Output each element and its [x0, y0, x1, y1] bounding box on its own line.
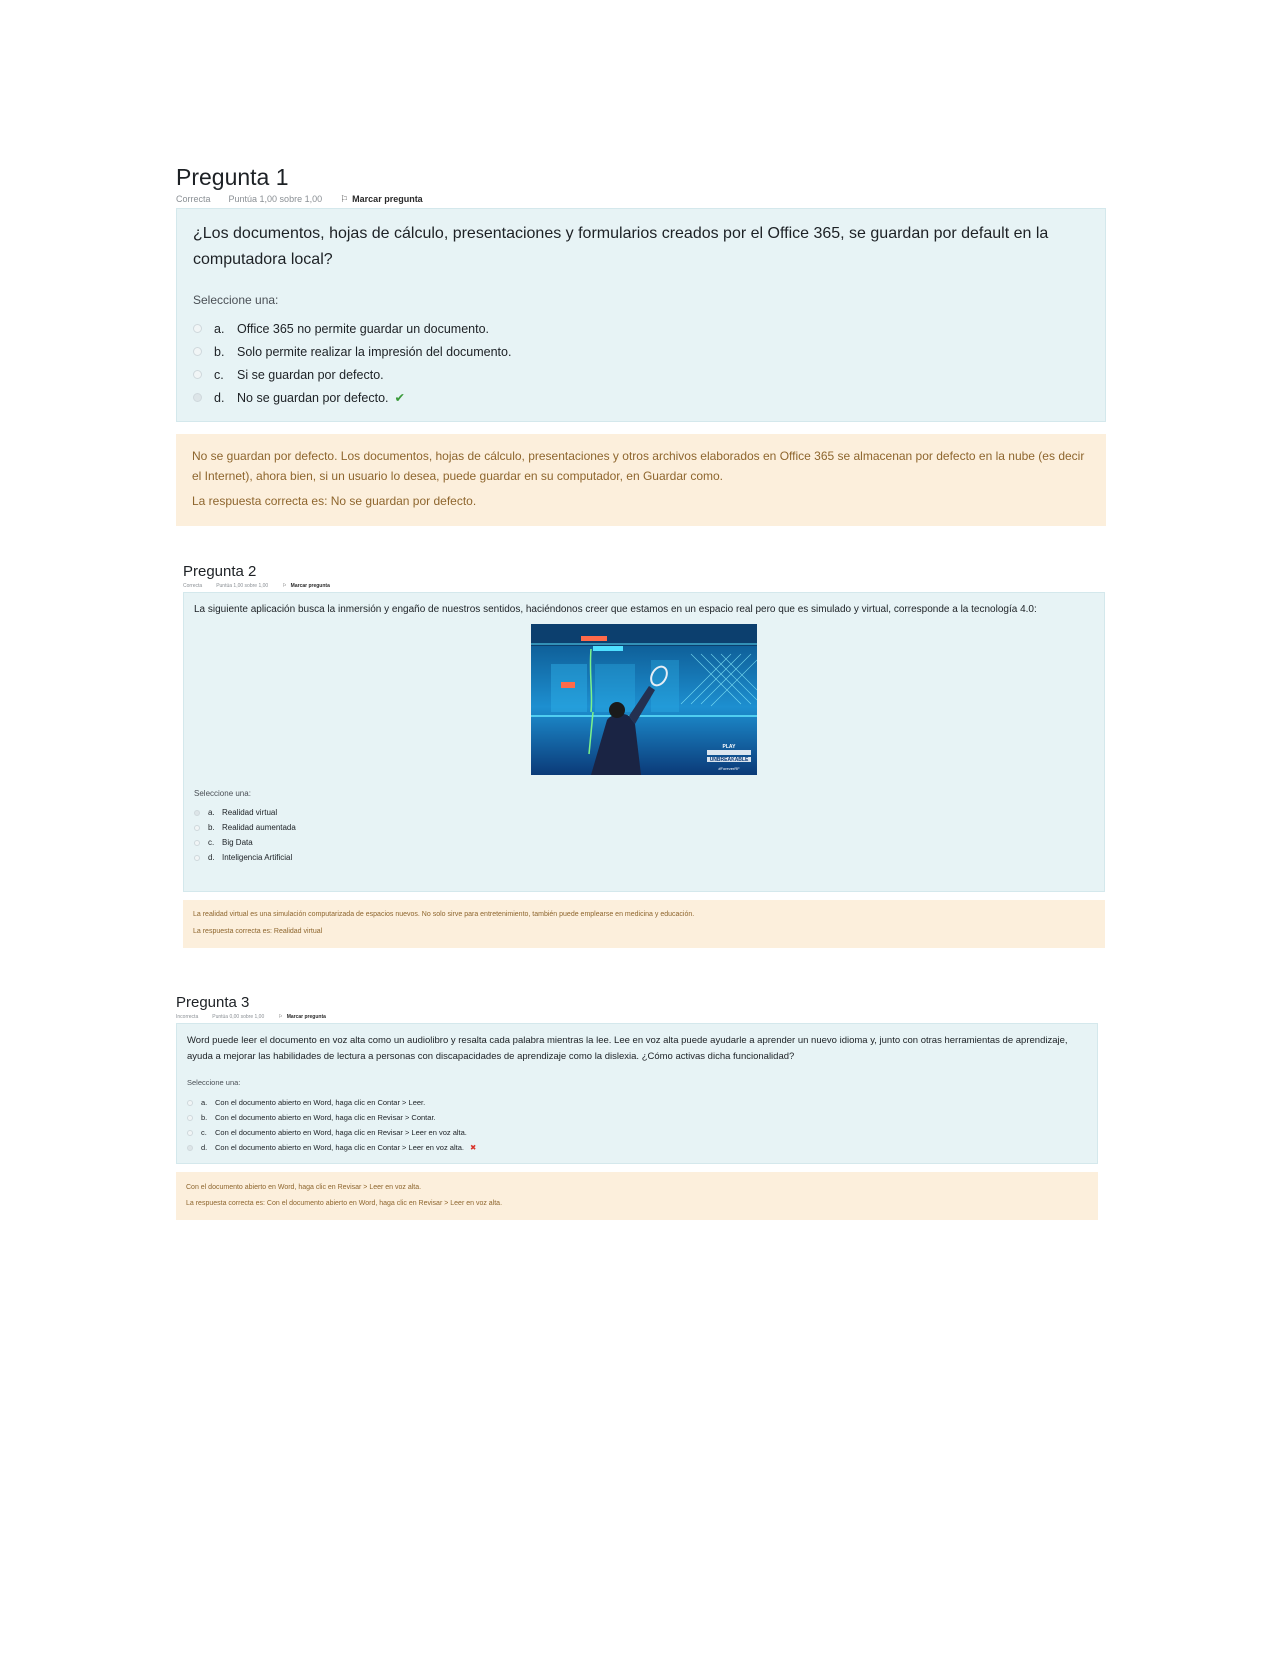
answer-label: No se guardan por defecto. [237, 390, 389, 405]
flag-question-button[interactable]: ⚐ Marcar pregunta [282, 583, 330, 589]
answer-label: Si se guardan por defecto. [237, 367, 384, 382]
answer-options [193, 317, 1089, 409]
answer-label: Big Data [222, 838, 253, 847]
flag-icon: ⚐ [340, 194, 349, 204]
answer-label: Realidad virtual [222, 808, 278, 817]
radio-button[interactable] [193, 347, 202, 356]
question-title: Pregunta 3 [176, 994, 250, 1011]
question-status: Correcta [183, 583, 203, 589]
radio-button[interactable] [194, 840, 200, 846]
incorrect-cross-icon: ✖ [469, 1143, 477, 1152]
answer-label: Con el documento abierto en Word, haga clic en Revisar > Leer en voz alta. [215, 1128, 467, 1137]
answer-option-b[interactable]: b. Con el documento abierto en Word, haga clic en Revisar > Contar. [187, 1110, 1087, 1125]
radio-button[interactable] [193, 370, 202, 379]
question-title: Pregunta 2 [183, 563, 257, 580]
general-feedback: La realidad virtual es una simulación computarizada de espacios nuevos. No solo sirve para entretenimiento, también puede emplearse en medicina y educación. [193, 911, 695, 918]
correct-check-icon: ✔ [394, 391, 405, 405]
question-title: Pregunta 1 [176, 164, 289, 190]
image-caption-hashtag: #ForeverRF [718, 766, 740, 771]
radio-button[interactable] [187, 1115, 193, 1121]
image-caption-unbreakable: UNBREAKABLE [709, 757, 749, 763]
answer-label: Inteligencia Artificial [222, 853, 293, 862]
flag-icon: ⚐ [282, 583, 287, 589]
question-2 [183, 562, 1105, 948]
answer-prompt: Seleccione una: [194, 789, 251, 798]
flag-question-button[interactable]: ⚐ Marcar pregunta [340, 194, 423, 204]
question-score: Puntúa 0,00 sobre 1,00 [212, 1014, 265, 1020]
question-score: Puntúa 1,00 sobre 1,00 [216, 583, 269, 589]
question-info [183, 582, 1105, 591]
general-feedback: Con el documento abierto en Word, haga clic en Revisar > Leer en voz alta. [186, 1184, 422, 1191]
question-feedback [176, 1172, 1098, 1220]
question-formulation [176, 208, 1106, 422]
flag-icon: ⚐ [278, 1014, 283, 1020]
answer-prompt: Seleccione una: [187, 1078, 241, 1087]
question-text: Word puede leer el documento en voz alta como un audiolibro y resalta cada palabra mientras la lee. Lee en voz alta puede ayudarle a aprender un nuevo idioma y, junto con otras herramientas de aprendizaje, ayuda a mejorar las habilidades de lectura a personas con discapacidades de aprendizaje como la dislexia. ¿Cómo activas dicha funcionalidad? [187, 1035, 1068, 1062]
radio-button[interactable] [187, 1100, 193, 1106]
flag-question-button[interactable]: ⚐ Marcar pregunta [278, 1014, 326, 1020]
question-3 [176, 993, 1098, 1220]
answer-option-d[interactable]: d. Con el documento abierto en Word, haga clic en Contar > Leer en voz alta. ✖ [187, 1140, 1087, 1155]
right-answer: La respuesta correcta es: Con el documento abierto en Word, haga clic en Revisar > Leer en voz alta. [186, 1200, 503, 1207]
answer-option-a[interactable]: a. Office 365 no permite guardar un documento. [193, 317, 1089, 340]
radio-button[interactable] [187, 1130, 193, 1136]
answer-option-d[interactable]: d. No se guardan por defecto. ✔ [193, 386, 1089, 409]
radio-button[interactable] [193, 324, 202, 333]
answer-option-c[interactable]: c. Si se guardan por defecto. [193, 363, 1089, 386]
radio-button-selected[interactable] [194, 810, 200, 816]
answer-label: Solo permite realizar la impresión del documento. [237, 344, 512, 359]
answer-option-b[interactable]: b. Realidad aumentada [194, 820, 1094, 835]
right-answer: La respuesta correcta es: Realidad virtual [193, 928, 323, 935]
answer-label: Con el documento abierto en Word, haga clic en Revisar > Contar. [215, 1113, 436, 1122]
image-caption-play: PLAY [722, 744, 736, 750]
question-formulation [183, 592, 1105, 892]
answer-label: Office 365 no permite guardar un documento. [237, 321, 490, 336]
answer-label: Con el documento abierto en Word, haga clic en Contar > Leer. [215, 1098, 426, 1107]
general-feedback: No se guardan por defecto. Los documentos, hojas de cálculo, presentaciones y otros archivos elaborados en Office 365 se almacenan por defecto en la nube (es decir el Internet), ahora bien, si un usuario lo desea, puede guardar en su computador, en Guardar como. [192, 449, 1085, 483]
question-info [176, 1013, 1098, 1021]
question-status: Correcta [176, 194, 211, 204]
answer-option-d[interactable]: d. Inteligencia Artificial [194, 850, 1094, 865]
question-status: Incorrecta [176, 1014, 199, 1020]
question-text: La siguiente aplicación busca la inmersión y engaño de nuestros sentidos, haciéndonos creer que estamos en un espacio real pero que es simulado y virtual, corresponde a la tecnología 4.0: [194, 604, 1037, 615]
question-1 [176, 162, 1106, 526]
right-answer: La respuesta correcta es: No se guardan por defecto. [192, 494, 477, 508]
radio-button[interactable] [194, 855, 200, 861]
answer-options [194, 805, 1094, 865]
answer-option-c[interactable]: c. Con el documento abierto en Word, haga clic en Revisar > Leer en voz alta. [187, 1125, 1087, 1140]
answer-option-b[interactable]: b. Solo permite realizar la impresión del documento. [193, 340, 1089, 363]
radio-button[interactable] [194, 825, 200, 831]
answer-options [187, 1095, 1087, 1155]
question-feedback [183, 900, 1105, 948]
question-info [176, 192, 1106, 206]
answer-label: Con el documento abierto en Word, haga clic en Contar > Leer en voz alta. [215, 1143, 464, 1152]
answer-option-a[interactable]: a. Con el documento abierto en Word, haga clic en Contar > Leer. [187, 1095, 1087, 1110]
answer-label: Realidad aumentada [222, 823, 296, 832]
answer-option-c[interactable]: c. Big Data [194, 835, 1094, 850]
answer-prompt: Seleccione una: [193, 293, 279, 307]
question-score: Puntúa 1,00 sobre 1,00 [228, 194, 323, 204]
vr-tennis-image [531, 624, 757, 775]
answer-option-a[interactable]: a. Realidad virtual [194, 805, 1094, 820]
question-feedback [176, 434, 1106, 526]
radio-button-selected[interactable] [187, 1145, 193, 1151]
question-text: ¿Los documentos, hojas de cálculo, presentaciones y formularios creados por el Office 365, se guardan por default en la computadora local? [193, 225, 1049, 268]
question-formulation [176, 1023, 1098, 1164]
radio-button-selected[interactable] [193, 393, 202, 402]
